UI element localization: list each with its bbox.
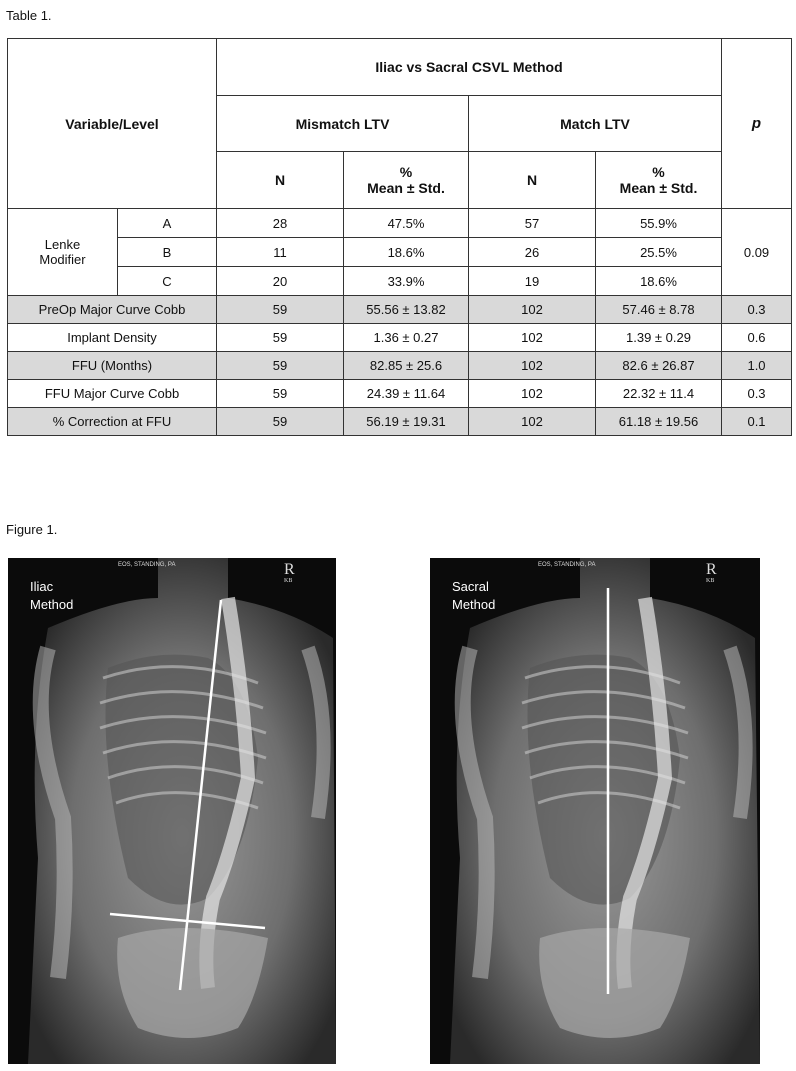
lenke-label-line-2: Modifier (39, 252, 86, 267)
match-value-cell: 18.6% (596, 267, 722, 296)
match-n-cell: 102 (469, 380, 596, 408)
iliac-label-line-2: Method (30, 597, 74, 612)
sacral-marker-letter: R (706, 561, 717, 578)
match-n-cell: 102 (469, 352, 596, 380)
mismatch-pct-header (344, 152, 469, 209)
xray-image-iliac (8, 558, 336, 1064)
mismatch-value-cell: 24.39 ± 11.64 (344, 380, 469, 408)
mismatch-ltv-header: Mismatch LTV (217, 96, 469, 152)
variable-level-header: Variable/Level (8, 39, 217, 209)
table-caption: Table 1. (6, 8, 52, 23)
lenke-label-line-1: Lenke (44, 237, 81, 252)
mismatch-value-cell: 56.19 ± 19.31 (344, 408, 469, 436)
sacral-method-label (452, 578, 495, 614)
mismatch-n-cell: 59 (217, 380, 344, 408)
sacral-side-marker (706, 562, 717, 584)
mismatch-n-cell: 20 (217, 267, 344, 296)
iliac-method-label (30, 578, 73, 614)
mismatch-value-cell: 33.9% (344, 267, 469, 296)
sacral-label-line-2: Method (452, 597, 496, 612)
mismatch-n-cell: 59 (217, 324, 344, 352)
mismatch-n-cell: 59 (217, 296, 344, 324)
level-cell: C (118, 267, 217, 296)
match-value-cell: 25.5% (596, 238, 722, 267)
p-cell: 0.3 (722, 380, 792, 408)
sacral-image-header-text: EOS, STANDING, PA (538, 562, 596, 568)
match-value-cell: 55.9% (596, 209, 722, 238)
sacral-marker-sub: KB (706, 578, 715, 584)
match-pct-header (596, 152, 722, 209)
table-row (8, 408, 792, 436)
pct-label: % (399, 164, 413, 180)
match-value-cell: 57.46 ± 8.78 (596, 296, 722, 324)
table-row (8, 324, 792, 352)
mismatch-n-cell: 59 (217, 408, 344, 436)
mismatch-n-header: N (217, 152, 344, 209)
match-n-cell: 102 (469, 296, 596, 324)
xray-image-sacral (430, 558, 760, 1064)
results-table (7, 38, 792, 436)
match-n-cell: 19 (469, 267, 596, 296)
match-value-cell: 61.18 ± 19.56 (596, 408, 722, 436)
table-row (8, 238, 792, 267)
match-ltv-header: Match LTV (469, 96, 722, 152)
variable-cell: % Correction at FFU (8, 408, 217, 436)
mismatch-value-cell: 1.36 ± 0.27 (344, 324, 469, 352)
match-n-header: N (469, 152, 596, 209)
p-cell: 0.1 (722, 408, 792, 436)
iliac-label-line-1: Iliac (30, 579, 54, 594)
lenke-p-cell: 0.09 (722, 209, 792, 296)
variable-cell: FFU Major Curve Cobb (8, 380, 217, 408)
method-header: Iliac vs Sacral CSVL Method (217, 39, 722, 96)
iliac-marker-sub: KB (284, 578, 293, 584)
mismatch-value-cell: 18.6% (344, 238, 469, 267)
table-row (8, 352, 792, 380)
mismatch-value-cell: 47.5% (344, 209, 469, 238)
table-row (8, 380, 792, 408)
sacral-label-line-1: Sacral (452, 579, 489, 594)
lenke-modifier-label (8, 209, 118, 296)
variable-cell: Implant Density (8, 324, 217, 352)
mismatch-value-cell: 82.85 ± 25.6 (344, 352, 469, 380)
mismatch-n-cell: 28 (217, 209, 344, 238)
table-row (8, 267, 792, 296)
p-header: p (722, 39, 792, 209)
mean-std-label: Mean ± Std. (367, 180, 445, 196)
p-cell: 0.3 (722, 296, 792, 324)
pct-label: % (652, 164, 665, 180)
iliac-side-marker (284, 562, 295, 584)
match-n-cell: 102 (469, 324, 596, 352)
match-value-cell: 82.6 ± 26.87 (596, 352, 722, 380)
mismatch-n-cell: 59 (217, 352, 344, 380)
variable-cell: FFU (Months) (8, 352, 217, 380)
level-cell: A (118, 209, 217, 238)
p-cell: 0.6 (722, 324, 792, 352)
table-row (8, 296, 792, 324)
match-n-cell: 102 (469, 408, 596, 436)
xray-iliac-method (8, 558, 336, 1064)
p-cell: 1.0 (722, 352, 792, 380)
xray-sacral-method (430, 558, 760, 1064)
level-cell: B (118, 238, 217, 267)
mismatch-n-cell: 11 (217, 238, 344, 267)
mismatch-value-cell: 55.56 ± 13.82 (344, 296, 469, 324)
match-n-cell: 26 (469, 238, 596, 267)
figure-caption: Figure 1. (6, 522, 58, 537)
mean-std-label: Mean ± Std. (619, 180, 698, 196)
iliac-marker-letter: R (284, 561, 295, 578)
match-n-cell: 57 (469, 209, 596, 238)
table-row (8, 209, 792, 238)
match-value-cell: 22.32 ± 11.4 (596, 380, 722, 408)
match-value-cell: 1.39 ± 0.29 (596, 324, 722, 352)
iliac-image-header-text: EOS, STANDING, PA (118, 562, 176, 568)
variable-cell: PreOp Major Curve Cobb (8, 296, 217, 324)
